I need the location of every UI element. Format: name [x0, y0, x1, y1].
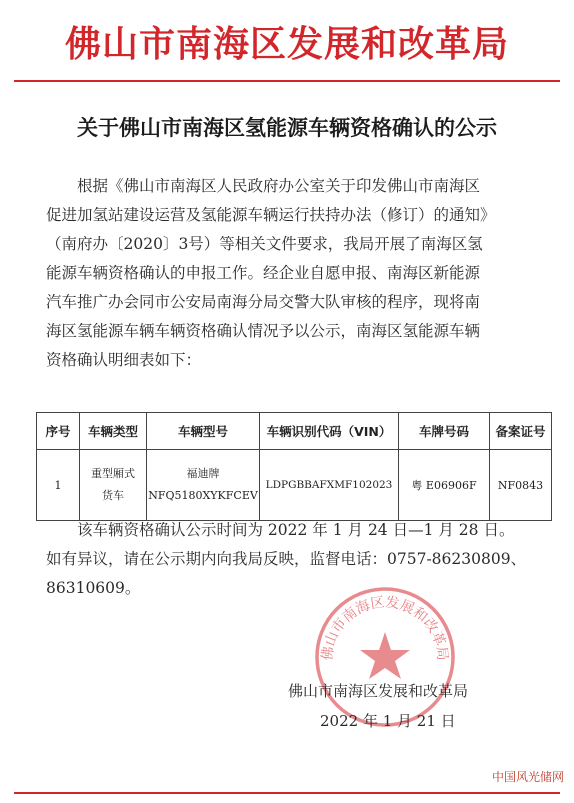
notice-paragraph	[46, 516, 546, 603]
body-paragraph	[46, 172, 546, 375]
notice-line: 86310609。	[46, 579, 141, 597]
body-line: 促进加氢站建设运营及氢能源车辆运行扶持办法（修订）的通知》	[46, 206, 496, 224]
source-watermark: 中国风光储网	[491, 770, 564, 784]
col-header-plate: 车牌号码	[399, 413, 490, 450]
cell-type-line: 重型厢式	[91, 467, 135, 480]
vehicle-detail-table	[36, 412, 552, 521]
body-line: （南府办〔2020〕3号）等相关文件要求，我局开展了南海区氢	[46, 235, 483, 253]
body-line: 海区氢能源车辆车辆资格确认情况予以公示，南海区氢能源车辆	[46, 322, 481, 340]
notice-line: 如有异议，请在公示期内向我局反映，监督电话：0757-86230809、	[46, 550, 527, 568]
body-line: 资格确认明细表如下：	[46, 351, 202, 369]
col-header-vin: 车辆识别代码（VIN）	[260, 413, 399, 450]
footer-divider	[14, 792, 560, 794]
cell-model-line: 福迪牌	[186, 467, 220, 480]
cell-vin: LDPGBBAFXMF102023	[260, 450, 399, 521]
signature-org: 佛山市南海区发展和改革局	[288, 682, 469, 700]
signature-date: 2022 年 1 月 21 日	[320, 712, 456, 730]
cell-model-line: NFQ5180XYKFCEV	[148, 489, 258, 502]
cell-type	[80, 450, 147, 521]
svg-text:佛山市南海区发展和改革局: 佛山市南海区发展和改革局	[319, 594, 451, 662]
letterhead-divider	[14, 80, 560, 82]
cell-plate: 粤 E06906F	[399, 450, 490, 521]
body-line: 能源车辆资格确认的申报工作。经企业自愿申报、南海区新能源	[46, 264, 481, 282]
cell-record-no: NF0843	[490, 450, 552, 521]
cell-index: 1	[37, 450, 80, 521]
document-title: 关于佛山市南海区氢能源车辆资格确认的公示	[77, 115, 497, 140]
table-row	[37, 450, 552, 521]
notice-line: 该车辆资格确认公示时间为 2022 年 1 月 24 日—1 月 28 日。	[77, 521, 515, 539]
col-header-index: 序号	[37, 413, 80, 450]
body-line: 根据《佛山市南海区人民政府办公室关于印发佛山市南海区	[77, 177, 481, 195]
body-line: 汽车推广办会同市公安局南海分局交警大队审核的程序，现将南	[46, 293, 481, 311]
agency-letterhead: 佛山市南海区发展和改革局	[64, 23, 509, 65]
col-header-model: 车辆型号	[147, 413, 260, 450]
table-header-row	[37, 413, 552, 450]
cell-type-line: 货车	[102, 489, 124, 502]
cell-model	[147, 450, 260, 521]
col-header-type: 车辆类型	[80, 413, 147, 450]
col-header-record: 备案证号	[490, 413, 552, 450]
